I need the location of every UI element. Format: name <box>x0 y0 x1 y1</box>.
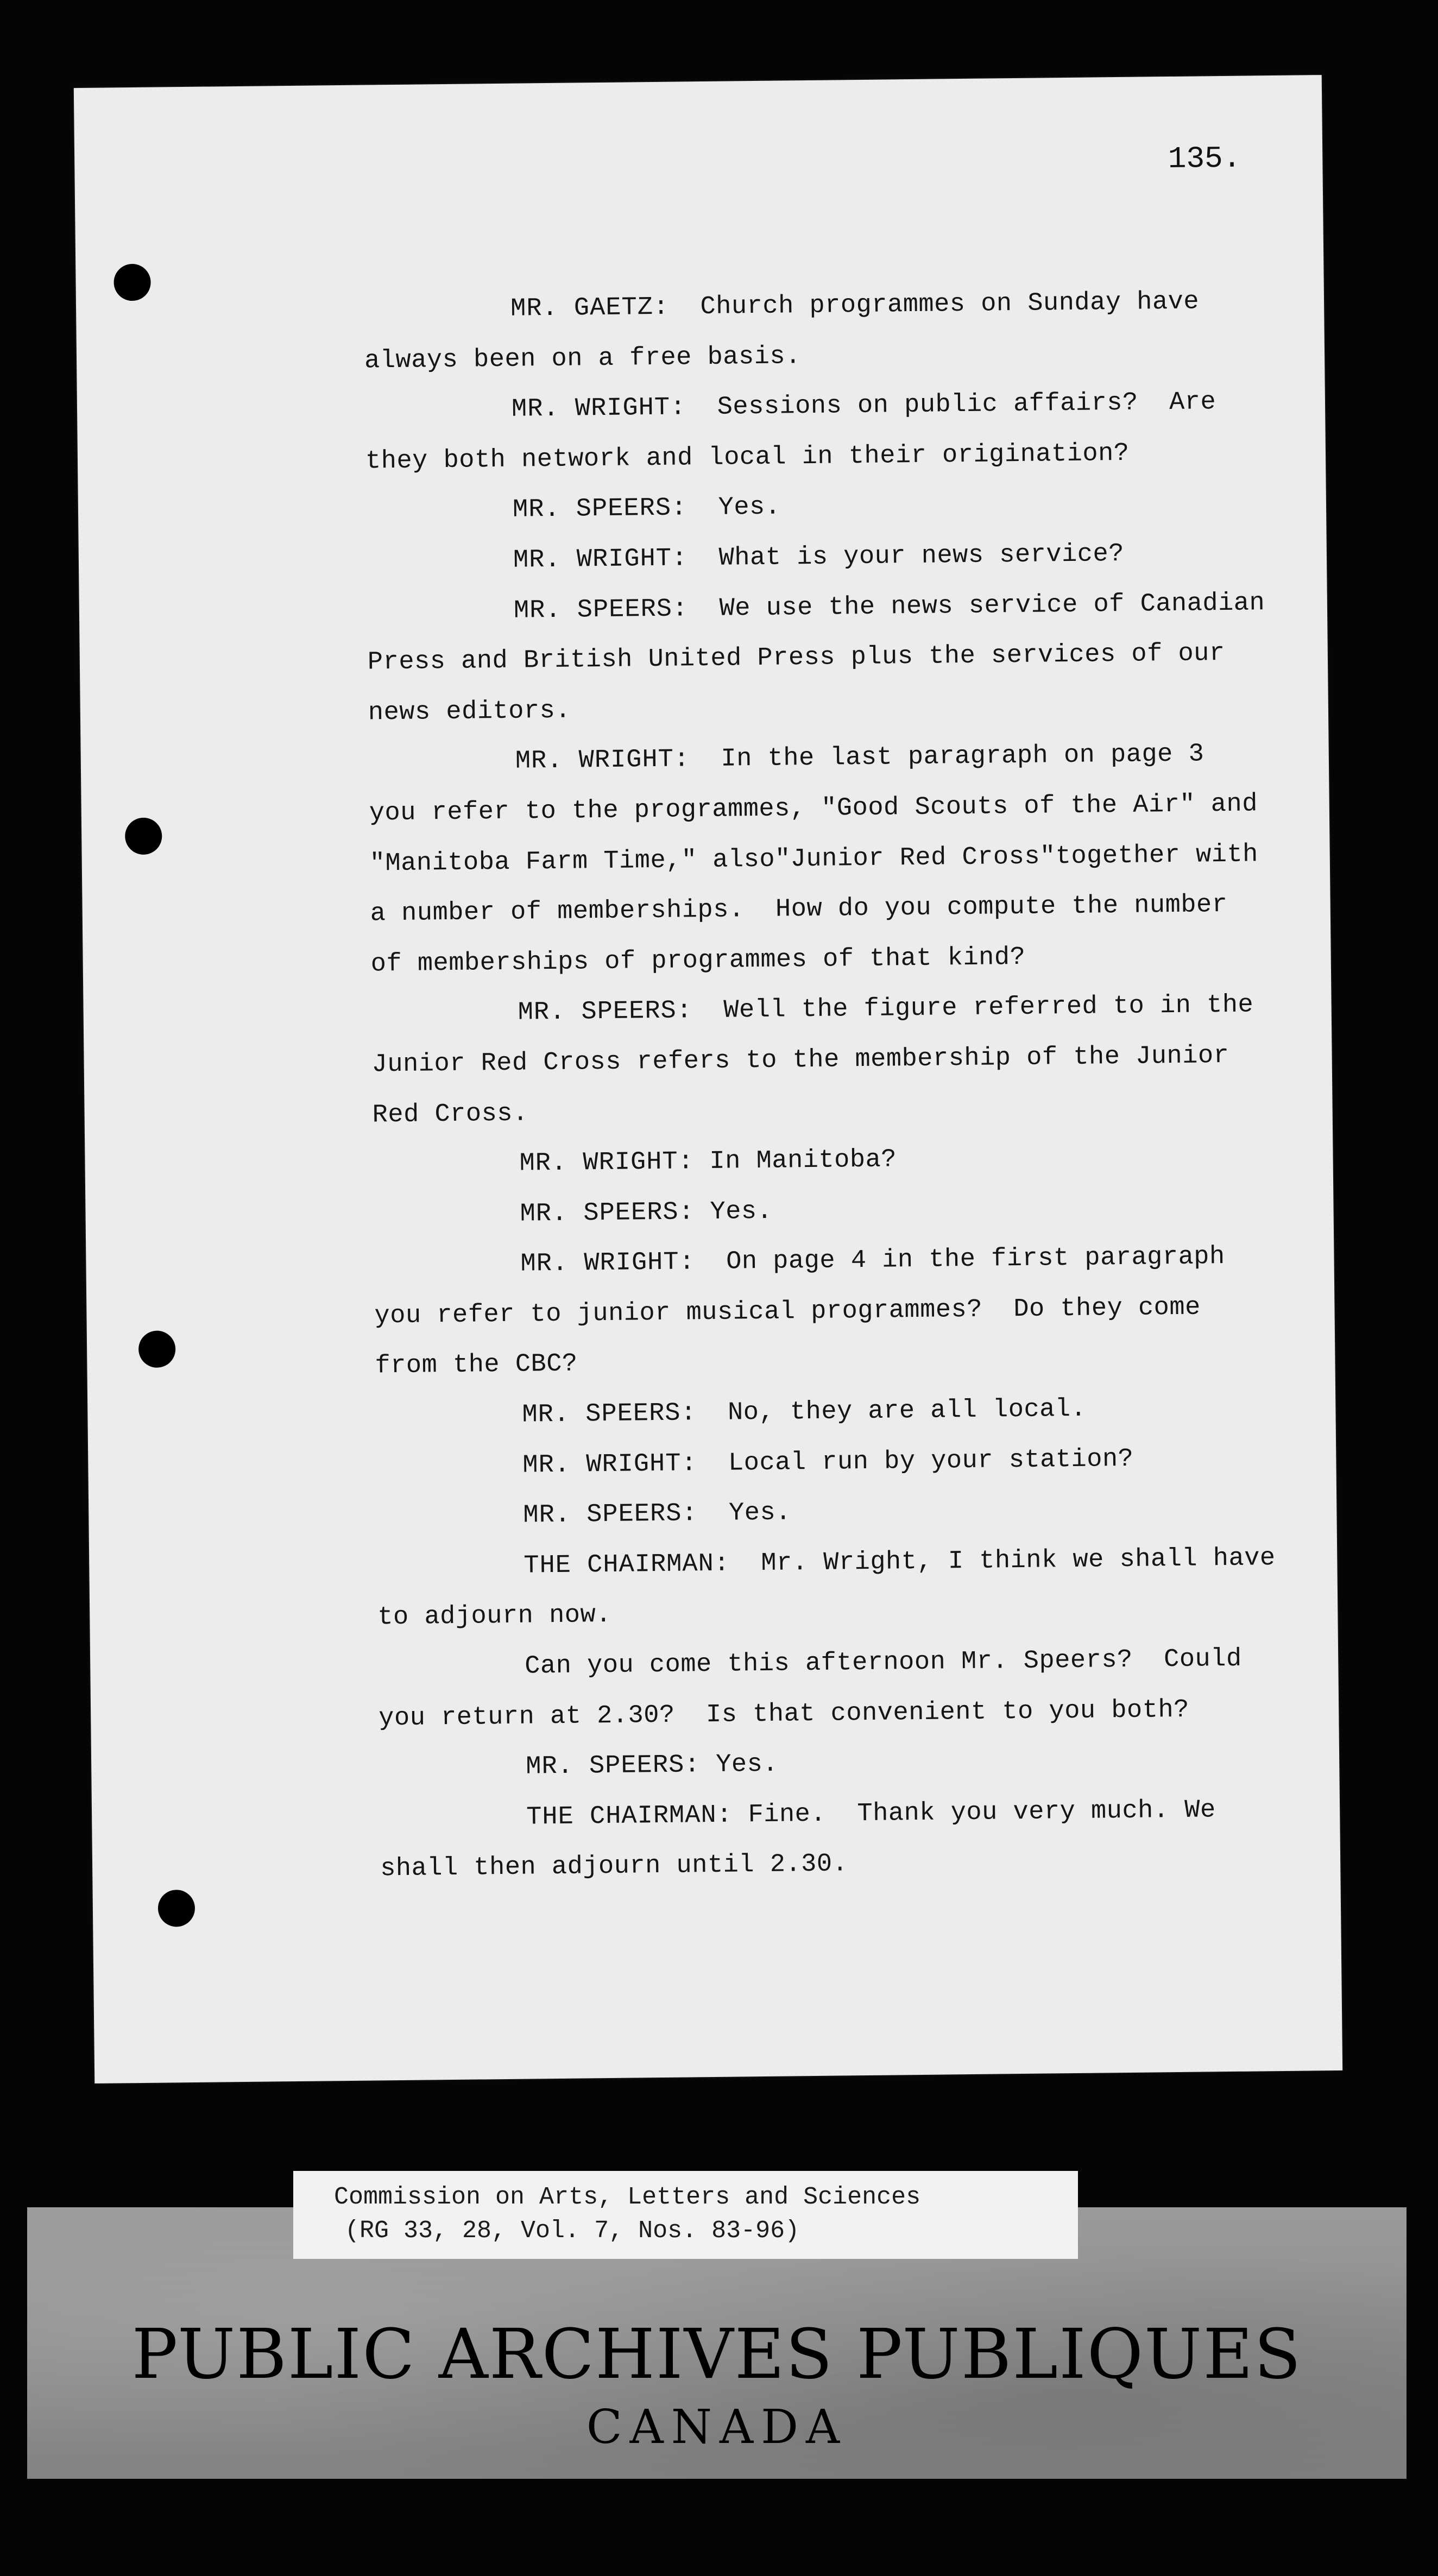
speaker-name: MR. SPEERS: <box>518 996 693 1027</box>
archive-title: PUBLIC ARCHIVES PUBLIQUES <box>131 2314 1302 2394</box>
line-text: always been on a free basis. <box>364 342 802 376</box>
line-text: Well the figure referred to in the <box>692 990 1254 1026</box>
transcript-body <box>364 276 1315 1895</box>
line-text: Can you come this afternoon Mr. Speers? Could <box>525 1644 1242 1681</box>
transcript-line <box>366 477 1301 538</box>
speaker-name: MR. SPEERS: <box>520 1197 695 1229</box>
line-text: Red Cross. <box>372 1098 528 1129</box>
transcript-line <box>367 527 1301 588</box>
line-text: Yes. <box>694 1197 773 1227</box>
punch-hole <box>158 1890 195 1927</box>
speaker-name: MR. WRIGHT: <box>513 544 688 575</box>
transcript-line <box>375 1382 1310 1443</box>
line-text: Yes. <box>700 1750 779 1780</box>
speaker-name: MR. SPEERS: <box>525 1751 701 1782</box>
line-text: Mr. Wright, I think we shall have <box>729 1543 1276 1579</box>
transcript-line <box>369 779 1303 839</box>
line-text: shall then adjourn until 2.30. <box>380 1849 848 1884</box>
transcript-line <box>368 678 1302 738</box>
transcript-line <box>373 1131 1307 1191</box>
line-text: a number of memberships. How do you compute the number <box>370 891 1228 929</box>
transcript-line <box>375 1332 1309 1392</box>
transcript-line <box>380 1835 1315 1895</box>
transcript-line <box>367 628 1302 689</box>
transcript-line <box>365 427 1300 487</box>
transcript-line <box>378 1633 1313 1694</box>
speaker-name: MR. SPEERS: <box>522 1399 697 1430</box>
line-text: Junior Red Cross refers to the membership of the Junior <box>371 1041 1229 1079</box>
transcript-line <box>380 1784 1314 1845</box>
line-text: from the CBC? <box>375 1350 578 1381</box>
line-text: No, they are all local. <box>696 1394 1087 1428</box>
line-text: On page 4 in the first paragraph <box>695 1242 1225 1277</box>
speaker-name: MR. WRIGHT: <box>515 745 690 776</box>
page-number: 135. <box>1168 141 1241 177</box>
line-text: Fine. Thank you very much. We <box>732 1796 1216 1830</box>
speaker-name: MR. SPEERS: <box>513 594 689 626</box>
transcript-line <box>365 377 1300 437</box>
line-text: they both network and local in their origination? <box>365 439 1130 476</box>
transcript-line <box>371 980 1305 1040</box>
speaker-name: MR. WRIGHT: <box>522 1449 697 1480</box>
transcript-line <box>377 1583 1312 1644</box>
transcript-line <box>371 1030 1306 1090</box>
transcript-line <box>374 1232 1308 1292</box>
line-text: you refer to junior musical programmes? Do they come <box>374 1293 1201 1331</box>
line-text: We use the news service of Canadian <box>688 588 1265 623</box>
transcript-line <box>370 930 1305 990</box>
speaker-name: MR. WRIGHT: <box>511 393 686 424</box>
punch-hole <box>125 818 162 855</box>
line-text: In Manitoba? <box>693 1145 897 1177</box>
transcript-line <box>376 1483 1311 1543</box>
line-text: you return at 2.30? Is that convenient to you both? <box>379 1695 1190 1733</box>
line-text: news editors. <box>368 696 571 728</box>
transcript-line <box>377 1533 1311 1593</box>
document-page <box>74 75 1342 2083</box>
archive-subtitle: CANADA <box>586 2400 848 2454</box>
line-text: "Manitoba Farm Time," also"Junior Red Cross"together with <box>369 839 1259 879</box>
archive-label-line: (RG 33, 28, Vol. 7, Nos. 83-96) <box>345 2217 800 2245</box>
speaker-name: MR. SPEERS: <box>523 1499 698 1530</box>
transcript-line <box>379 1684 1313 1744</box>
line-text: of memberships of programmes of that kind? <box>370 943 1026 979</box>
transcript-line <box>368 729 1303 789</box>
line-text: Yes. <box>697 1498 792 1529</box>
line-text: In the last paragraph on page 3 <box>689 740 1204 774</box>
transcript-line <box>367 578 1301 638</box>
line-text: Local run by your station? <box>697 1444 1134 1478</box>
speaker-name: MR. WRIGHT: <box>519 1147 695 1178</box>
speaker-name: MR. GAETZ: <box>510 293 670 324</box>
line-text: Sessions on public affairs? Are <box>686 388 1216 422</box>
punch-hole <box>138 1330 176 1368</box>
transcript-line <box>373 1181 1308 1241</box>
archive-label <box>293 2171 1078 2259</box>
transcript-line <box>376 1432 1310 1493</box>
transcript-line <box>374 1281 1309 1342</box>
transcript-line <box>372 1081 1307 1141</box>
transcript-line <box>369 829 1304 889</box>
line-text: What is your news service? <box>687 539 1125 573</box>
transcript-line <box>364 326 1299 387</box>
speaker-name: MR. SPEERS: <box>512 494 688 525</box>
transcript-line <box>379 1734 1314 1795</box>
speaker-name: THE CHAIRMAN: <box>524 1549 730 1581</box>
line-text: you refer to the programmes, "Good Scouts of the Air" and <box>369 790 1258 828</box>
speaker-name: THE CHAIRMAN: <box>526 1801 733 1832</box>
transcript-line <box>364 276 1298 337</box>
line-text: to adjourn now. <box>377 1601 612 1632</box>
line-text: Press and British United Press plus the services of our <box>367 639 1225 677</box>
archive-label-line: Commission on Arts, Letters and Sciences <box>334 2183 921 2211</box>
transcript-line <box>370 880 1304 940</box>
line-text: Yes. <box>686 493 781 523</box>
line-text: Church programmes on Sunday have <box>668 287 1200 322</box>
speaker-name: MR. WRIGHT: <box>520 1248 696 1279</box>
punch-hole <box>113 264 151 301</box>
